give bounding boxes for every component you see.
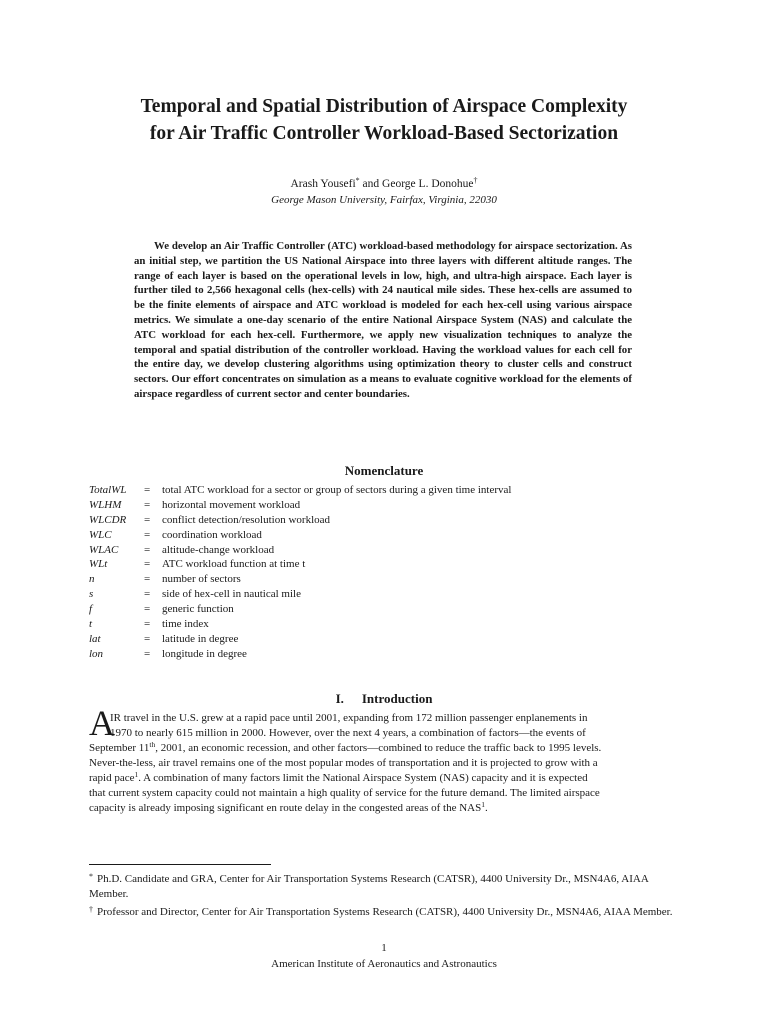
abstract: We develop an Air Traffic Controller (ATC) workload-based methodology for airspace sectorization. As an initial step, we partition the US National Airspace into three layers with different altitude ranges. The range of each layer is based on the operational levels in low, high, and ultra-high airspace. Each layer is further tiled to 2,566 hexagonal cells (hex-cells) with 24 nautical mile sides. These hex-cells are assumed to be the finite elements of airspace and ATC workload is modeled for each hex-cell using various airspace metrics. We simulate a one-day scenario of the entire National Airspace System (NAS) and calculate the ATC workload for each hex-cell. Furthermore, we apply new visualization techniques to analyze the temporal and spatial distribution of the controller workload. Having the workload values for each cell for the entire day, we develop clustering algorithms using optimization theory to cluster cells and construct sectors. Our effort concentrates on simulation as a means to evaluate cognitive workload for the elements of airspace regardless of current sector and center boundaries. — [134, 240, 632, 400]
paragraph-text: rapid pace — [89, 772, 135, 784]
citation-superscript: 1 — [134, 770, 139, 779]
footnote-mark: † — [89, 905, 93, 914]
nomenclature-symbol: n — [89, 573, 95, 586]
nomenclature-symbol: WLC — [89, 528, 112, 541]
nomenclature-equals: = — [144, 498, 151, 511]
superscript: th — [149, 740, 156, 749]
introduction-paragraph — [89, 711, 679, 816]
paragraph-text: . A combination of many factors limit the National Airspace System (NAS) capacity and it is expected — [138, 772, 588, 784]
nomenclature-equals: = — [144, 528, 151, 541]
nomenclature-equals: = — [144, 543, 151, 556]
page-number: 1 — [381, 942, 387, 954]
section-number: I. — [335, 691, 344, 706]
footnote-divider — [89, 864, 271, 865]
nomenclature-symbol: WLt — [89, 558, 108, 571]
nomenclature-equals: = — [144, 588, 151, 601]
author-conjunction: and — [359, 178, 383, 190]
nomenclature-equals: = — [144, 632, 151, 645]
nomenclature-equals: = — [144, 484, 151, 496]
nomenclature-definition: time index — [162, 618, 209, 631]
paragraph-text: September 11 — [89, 742, 150, 754]
author-footnote-mark: * — [355, 176, 360, 185]
footnote — [89, 902, 679, 920]
nomenclature-definition: altitude-change workload — [162, 543, 275, 556]
author-list — [60, 177, 708, 191]
nomenclature-equals: = — [144, 618, 151, 631]
footnotes — [89, 869, 679, 920]
nomenclature-definition: generic function — [162, 603, 234, 616]
paper-title — [60, 93, 708, 147]
nomenclature-equals: = — [144, 558, 151, 571]
paragraph-line: IR travel in the U.S. grew at a rapid pace until 2001, expanding from 172 million passenger enplanements in — [110, 712, 588, 724]
nomenclature-symbol: f — [89, 603, 93, 616]
nomenclature-symbol: s — [89, 588, 94, 601]
nomenclature-definition: conflict detection/resolution workload — [162, 513, 331, 526]
nomenclature-definition: horizontal movement workload — [162, 498, 301, 511]
affiliation: George Mason University, Fairfax, Virginia, 22030 — [271, 194, 497, 206]
paragraph-line — [89, 771, 679, 786]
author-name: Arash Yousefi — [290, 178, 356, 190]
nomenclature-definition: latitude in degree — [162, 632, 239, 645]
paragraph-line — [89, 801, 679, 816]
nomenclature-definition: longitude in degree — [162, 647, 247, 660]
footnote — [89, 869, 679, 902]
nomenclature-symbol: t — [89, 618, 93, 631]
title-line-2: for Air Traffic Controller Workload-Based Sectorization — [149, 123, 619, 144]
footnote-text: Ph.D. Candidate and GRA, Center for Air Transportation Systems Research (CATSR), 4400 University Dr., MSN4A6, AIAA Member. — [89, 873, 649, 900]
nomenclature-equals: = — [144, 647, 151, 660]
paragraph-line: that current system capacity could not maintain a high quality of service for the future demand. The limited airspace — [89, 787, 600, 799]
nomenclature-definition: side of hex-cell in nautical mile — [162, 588, 301, 601]
nomenclature-symbol: lon — [89, 647, 104, 660]
journal-footer: American Institute of Aeronautics and Astronautics — [271, 958, 497, 970]
paragraph-text: , 2001, an economic recession, and other factors—combined to reduce the traffic back to 1995 levels. — [155, 742, 602, 754]
nomenclature-heading: Nomenclature — [344, 463, 424, 478]
nomenclature-symbol: WLAC — [89, 543, 119, 556]
nomenclature-symbol: lat — [89, 632, 101, 645]
nomenclature-definition: ATC workload function at time t — [162, 558, 306, 571]
citation-superscript: 1 — [481, 800, 485, 809]
nomenclature-equals: = — [144, 573, 151, 586]
nomenclature-symbol: TotalWL — [89, 484, 127, 496]
nomenclature-definition: number of sectors — [162, 573, 241, 586]
nomenclature-symbol: WLHM — [89, 498, 122, 511]
paragraph-line: Never-the-less, air travel remains one of the most popular modes of transportation and it is projected to grow with a — [89, 757, 598, 769]
author-name: George L. Donohue — [382, 178, 474, 190]
author-footnote-mark: † — [473, 176, 478, 185]
section-title: Introduction — [361, 691, 433, 706]
paragraph-line: 1970 to nearly 615 million in 2000. However, over the next 4 years, a combination of factors—the events of — [110, 727, 586, 739]
paragraph-text: . — [484, 802, 488, 814]
drop-cap: A — [89, 703, 115, 743]
footnote-text: Professor and Director, Center for Air Transportation Systems Research (CATSR), 4400 University Dr., MSN4A6, AIAA Member. — [97, 906, 673, 918]
footnote-mark: * — [89, 872, 93, 881]
nomenclature-equals: = — [144, 603, 151, 616]
title-line-1: Temporal and Spatial Distribution of Airspace Complexity — [140, 96, 628, 117]
section-heading — [60, 691, 708, 707]
nomenclature-definition: total ATC workload for a sector or group of sectors during a given time interval — [162, 484, 512, 496]
nomenclature-definition: coordination workload — [162, 528, 262, 541]
paragraph-text: capacity is already imposing significant en route delay in the congested areas of the NAS — [89, 802, 482, 814]
nomenclature-symbol: WLCDR — [89, 513, 127, 526]
nomenclature-equals: = — [144, 513, 151, 526]
paragraph-line — [89, 741, 679, 756]
